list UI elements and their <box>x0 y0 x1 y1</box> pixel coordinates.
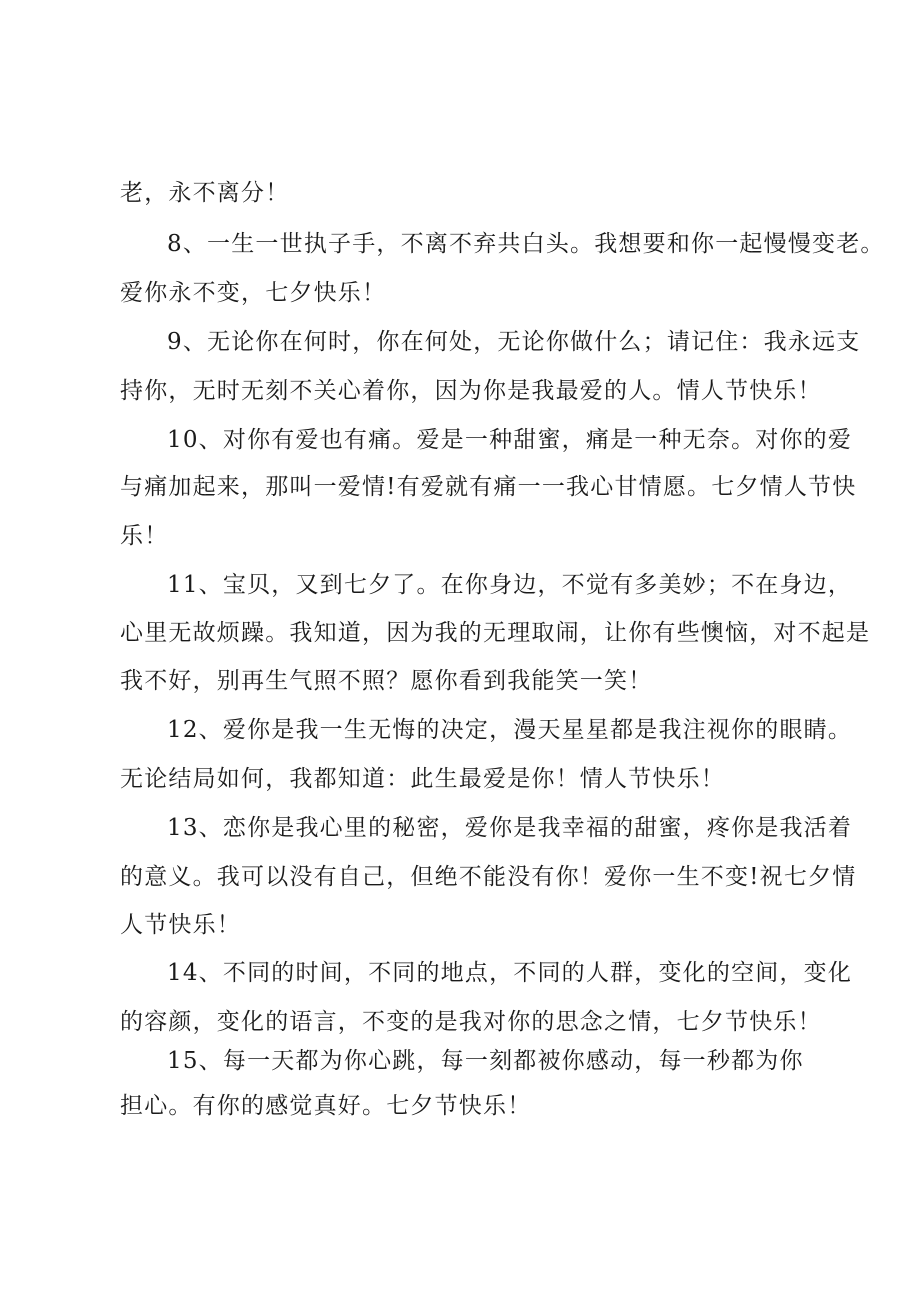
text-line: 无论结局如何，我都知道：此生最爱是你！情人节快乐！ <box>120 766 725 792</box>
text-line: 人节快乐！ <box>120 912 241 938</box>
text-line: 10、对你有爱也有痛。爱是一种甜蜜，痛是一种无奈。对你的爱 <box>167 427 853 453</box>
text-line: 老，永不离分！ <box>120 180 290 206</box>
text-line: 我不好，别再生气照不照？愿你看到我能笑一笑！ <box>120 668 653 694</box>
text-line: 8、一生一世执子手，不离不弃共白头。我想要和你一起慢慢变老。 <box>167 231 885 257</box>
text-line: 15、每一天都为你心跳，每一刻都被你感动，每一秒都为你 <box>167 1048 804 1074</box>
text-line: 与痛加起来，那叫一爱情!有爱就有痛一一我心甘情愿。七夕情人节快 <box>120 474 857 500</box>
text-line: 12、爱你是我一生无悔的决定，漫天星星都是我注视你的眼睛。 <box>167 717 853 743</box>
text-line: 的容颜，变化的语言，不变的是我对你的思念之情，七夕节快乐！ <box>120 1009 822 1035</box>
text-line: 11、宝贝，又到七夕了。在你身边，不觉有多美妙；不在身边， <box>167 572 853 598</box>
text-line: 爱你永不变，七夕快乐！ <box>120 280 387 306</box>
text-line: 乐！ <box>120 523 169 549</box>
text-line: 持你，无时无刻不关心着你，因为你是我最爱的人。情人节快乐！ <box>120 378 822 404</box>
text-line: 13、恋你是我心里的秘密，爱你是我幸福的甜蜜，疼你是我活着 <box>167 815 853 841</box>
text-line: 14、不同的时间，不同的地点，不同的人群，变化的空间，变化 <box>167 960 853 986</box>
text-line: 心里无故烦躁。我知道，因为我的无理取闹，让你有些懊恼，对不起是 <box>120 620 871 646</box>
text-line: 的意义。我可以没有自己，但绝不能没有你！爱你一生不变!祝七夕情 <box>120 864 857 890</box>
text-line: 9、无论你在何时，你在何处，无论你做什么；请记住：我永远支 <box>167 329 861 355</box>
text-line: 担心。有你的感觉真好。七夕节快乐！ <box>120 1093 532 1119</box>
